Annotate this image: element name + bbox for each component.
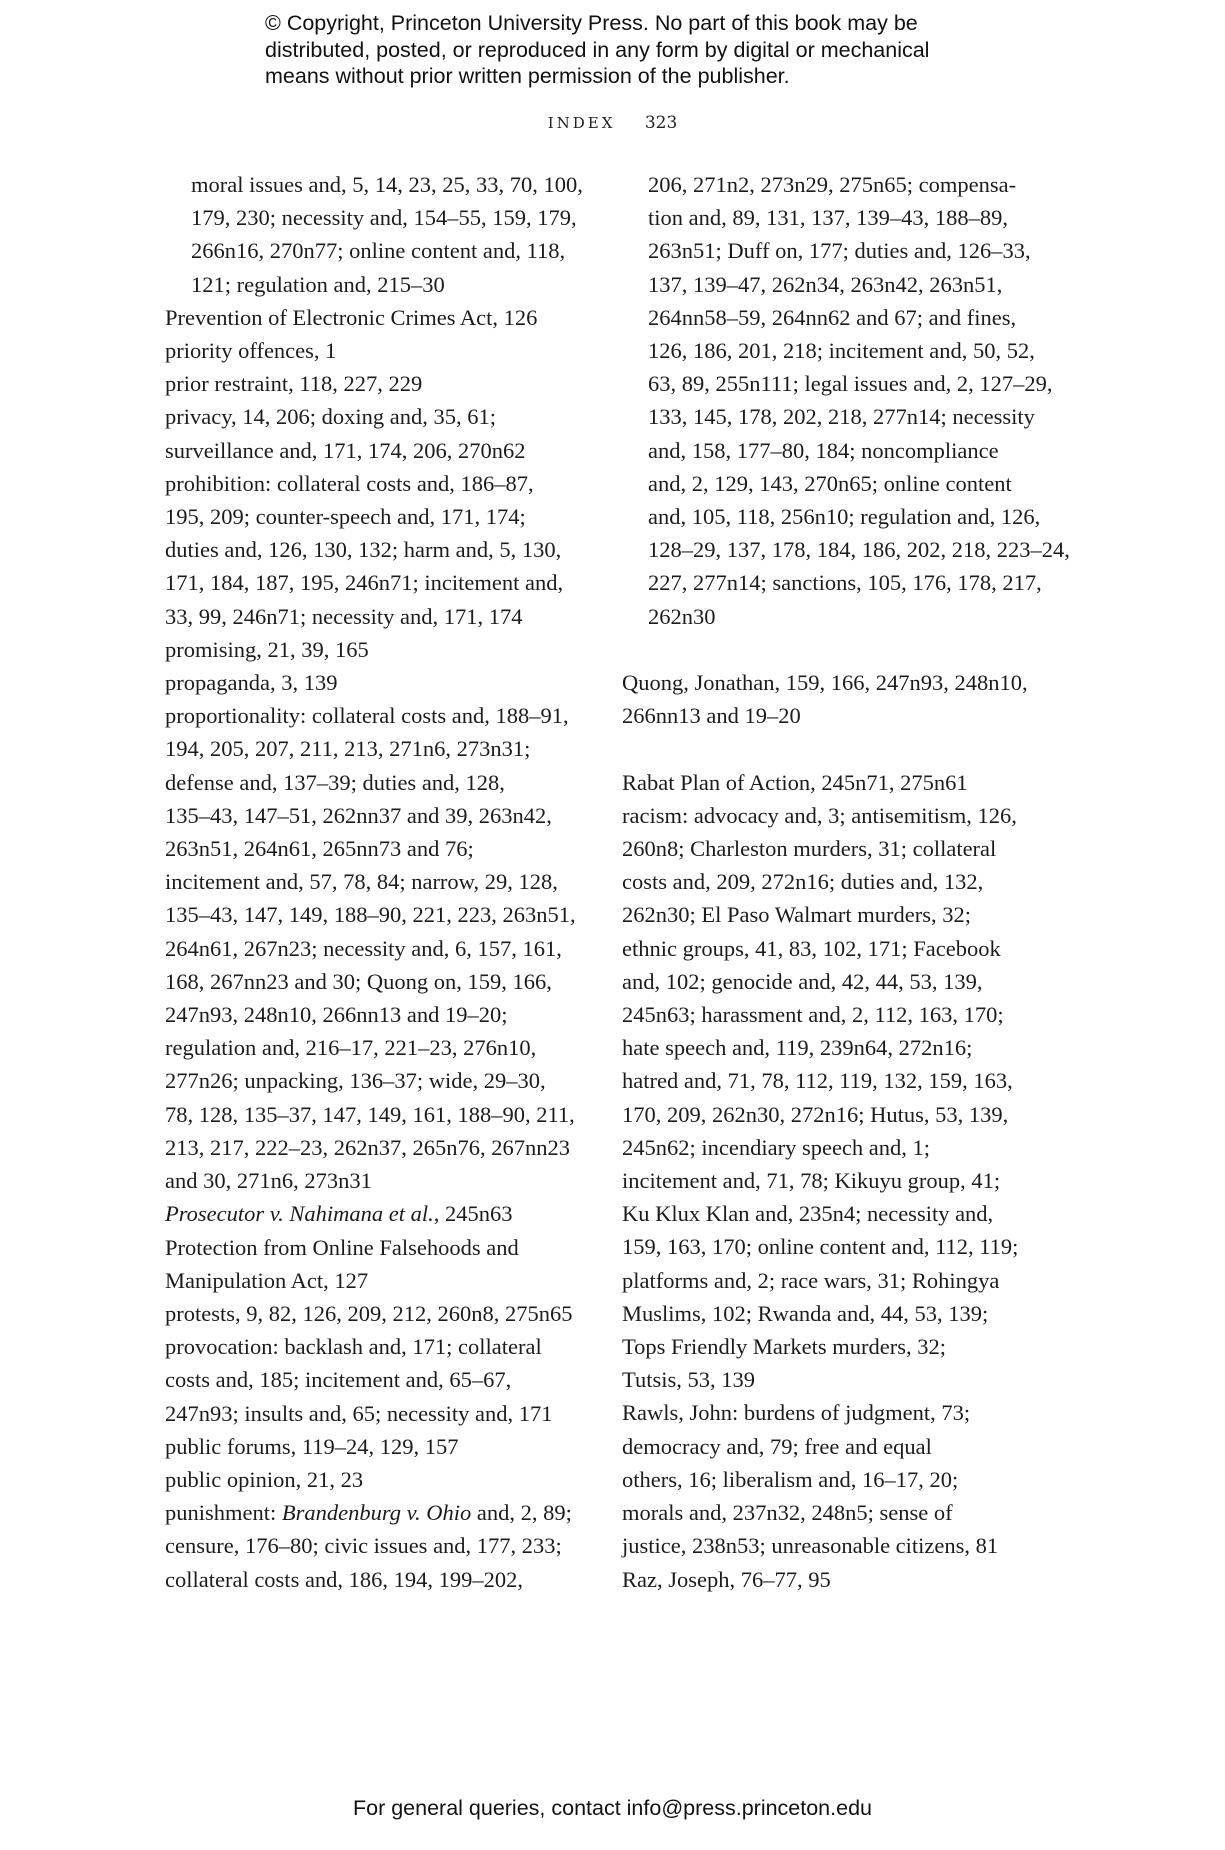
line-text: 63, 89, 255n111; legal issues and, 2, 127–29, (648, 371, 1053, 397)
line-text: Tutsis, 53, 139 (622, 1367, 755, 1393)
line-text: 264n61, 267n23; necessity and, 6, 157, 161, (165, 935, 562, 961)
line-text: 245n62; incendiary speech and, 1; (622, 1134, 931, 1160)
case-title: Prosecutor v. Nahimana et al. (165, 1201, 434, 1227)
line-text: ethnic groups, 41, 83, 102, 171; Facebook (622, 935, 1001, 961)
index-entry-line (622, 1131, 1062, 1164)
index-entry-line (165, 1031, 595, 1064)
line-text: 33, 99, 246n71; necessity and, 171, 174 (165, 603, 523, 629)
line-text: Prevention of Electronic Crimes Act, 126 (165, 304, 538, 330)
index-entry (165, 400, 595, 466)
line-text: public forums, 119–24, 129, 157 (165, 1433, 459, 1459)
entry-head: punishment: (165, 1500, 282, 1526)
index-entry-line (622, 1064, 1062, 1097)
index-entry-line (165, 898, 595, 931)
index-entry-line (622, 1031, 1062, 1064)
index-entry (622, 1563, 1062, 1596)
line-text: 206, 271n2, 273n29, 275n65; compensa- (648, 172, 1017, 197)
index-entry-line (622, 832, 1062, 865)
index-entry (165, 1430, 595, 1463)
index-entry-line (622, 865, 1062, 898)
index-entry-line (648, 533, 1070, 566)
index-entry-line (622, 998, 1062, 1031)
index-entry (165, 1197, 595, 1230)
line-text: regulation and, 216–17, 221–23, 276n10, (165, 1035, 537, 1061)
line-text: 135–43, 147, 149, 188–90, 221, 223, 263n51, (165, 902, 576, 928)
index-entry-line (165, 865, 595, 898)
line-text: 266n16, 270n77; online content and, 118, (191, 238, 566, 264)
index-entry-line (622, 965, 1062, 998)
line-text: 195, 209; counter-speech and, 171, 174; (165, 504, 526, 530)
line-text: public opinion, 21, 23 (165, 1466, 364, 1492)
index-entry-line (648, 367, 1062, 400)
line-text: and, 2, 89; (471, 1500, 572, 1526)
case-title: Brandenburg v. Ohio (281, 1500, 472, 1526)
index-entry-line (165, 633, 595, 666)
index-entry-line (622, 1164, 1062, 1197)
index-entry-line (165, 434, 595, 467)
index-entry-line (165, 732, 595, 765)
index-entry-line (165, 998, 595, 1031)
line-text: Protection from Online Falsehoods and (165, 1234, 519, 1260)
line-text: 179, 230; necessity and, 154–55, 159, 179, (191, 205, 577, 231)
index-entry (622, 1396, 1062, 1562)
index-entry-line (648, 268, 1062, 301)
line-text: 245n63; harassment and, 2, 112, 163, 170; (622, 1002, 1004, 1028)
line-text: duties and, 126, 130, 132; harm and, 5, 130, (165, 537, 562, 563)
line-text: 227, 277n14; sanctions, 105, 176, 178, 217, (648, 570, 1042, 596)
index-entry-line (622, 1396, 1062, 1429)
line-text: 194, 205, 207, 211, 213, 271n6, 273n31; (165, 736, 531, 762)
line-text: and, 158, 177–80, 184; noncompliance (648, 437, 999, 463)
copyright-line: © Copyright, Princeton University Press. No part of this book may be (265, 11, 918, 35)
index-entry (622, 666, 1062, 732)
index-entry (165, 1330, 595, 1430)
line-text: 277n26; unpacking, 136–37; wide, 29–30, (165, 1068, 546, 1094)
index-entry-line (622, 1363, 1062, 1396)
line-text: hate speech and, 119, 239n64, 272n16; (622, 1035, 973, 1061)
line-text: Rawls, John: burdens of judgment, 73; (622, 1400, 971, 1426)
index-entry (165, 467, 595, 633)
index-entry-line (622, 1463, 1062, 1496)
index-entry-line (191, 201, 595, 234)
line-text: Manipulation Act, 127 (165, 1267, 369, 1293)
index-entry-line (191, 234, 595, 267)
index-entry-line (165, 1098, 595, 1131)
index-entry-line (165, 1563, 595, 1596)
line-text: proportionality: collateral costs and, 188–91, (165, 703, 569, 729)
index-entry (622, 799, 1062, 1397)
index-entry-line (622, 666, 1062, 699)
line-text: 264nn58–59, 264nn62 and 67; and fines, (648, 304, 1017, 330)
index-entry-line (648, 301, 1062, 334)
line-text: Muslims, 102; Rwanda and, 44, 53, 139; (622, 1300, 989, 1326)
line-text: prohibition: collateral costs and, 186–87, (165, 470, 534, 496)
index-entry (165, 367, 595, 400)
index-entry-line (165, 799, 595, 832)
line-text: costs and, 185; incitement and, 65–67, (165, 1367, 512, 1393)
index-entry-line (622, 1563, 1062, 1596)
index-entry-line (648, 400, 1062, 433)
line-text: Rabat Plan of Action, 245n71, 275n61 (622, 769, 968, 795)
line-text: 135–43, 147–51, 262nn37 and 39, 263n42, (165, 802, 552, 828)
line-text: platforms and, 2; race wars, 31; Rohingya (622, 1267, 1000, 1293)
index-entry-line (165, 932, 595, 965)
index-entry (165, 334, 595, 367)
line-text: 126, 186, 201, 218; incitement and, 50, 52, (648, 338, 1035, 364)
entry-gap (622, 633, 1062, 666)
index-entry-line (165, 301, 595, 334)
line-text: 171, 184, 187, 195, 246n71; incitement and, (165, 570, 564, 596)
line-text: promising, 21, 39, 165 (165, 636, 369, 662)
index-entry-line (622, 766, 1062, 799)
index-entry-line (165, 1297, 595, 1330)
index-entry-line (165, 832, 595, 865)
line-text: 128–29, 137, 178, 184, 186, 202, 218, 223–24, (648, 537, 1070, 563)
index-entry-line (165, 1430, 595, 1463)
line-text: and, 102; genocide and, 42, 44, 53, 139, (622, 968, 983, 994)
line-text: 247n93, 248n10, 266nn13 and 19–20; (165, 1002, 508, 1028)
line-text: 266nn13 and 19–20 (622, 703, 801, 729)
index-entry (622, 766, 1062, 799)
line-text: tion and, 89, 131, 137, 139–43, 188–89, (648, 205, 1008, 231)
line-text: 263n51; Duff on, 177; duties and, 126–33, (648, 238, 1031, 264)
index-entry-line (622, 1197, 1062, 1230)
index-entry-line (622, 1496, 1062, 1529)
index-entry (165, 168, 595, 301)
line-text: Ku Klux Klan and, 235n4; necessity and, (622, 1201, 994, 1227)
line-text: 262n30 (648, 603, 716, 629)
index-entry-line (165, 566, 595, 599)
line-text: 260n8; Charleston murders, 31; collateral (622, 836, 997, 862)
index-entry-line (165, 334, 595, 367)
index-entry (165, 1231, 595, 1297)
index-entry-line (165, 766, 595, 799)
index-entry-line (648, 467, 1062, 500)
index-entry-line (165, 533, 595, 566)
index-entry-line (165, 1264, 595, 1297)
index-entry (165, 699, 595, 1197)
index-entry-line (622, 1098, 1062, 1131)
index-entry-line (165, 965, 595, 998)
index-entry-line (165, 666, 595, 699)
line-text: justice, 238n53; unreasonable citizens, 81 (622, 1533, 999, 1559)
line-text: prior restraint, 118, 227, 229 (165, 371, 423, 397)
line-text: racism: advocacy and, 3; antisemitism, 126, (622, 802, 1017, 828)
index-entry-line (622, 1297, 1062, 1330)
index-entry-line (648, 600, 1062, 633)
index-entry-line (165, 367, 595, 400)
running-head-label: INDEX (547, 114, 616, 132)
line-text: collateral costs and, 186, 194, 199–202, (165, 1566, 524, 1592)
index-entry-line (622, 1230, 1062, 1263)
index-entry-line (648, 234, 1062, 267)
index-entry-line (165, 600, 595, 633)
line-text: 137, 139–47, 262n34, 263n42, 263n51, (648, 271, 1003, 297)
line-text: surveillance and, 171, 174, 206, 270n62 (165, 437, 526, 463)
line-text: Tops Friendly Markets murders, 32; (622, 1334, 947, 1360)
index-entry (622, 168, 1070, 633)
index-entry-line (648, 566, 1062, 599)
index-entry-line (648, 201, 1062, 234)
index-entry-line (648, 500, 1062, 533)
line-text: 213, 217, 222–23, 262n37, 265n76, 267nn23 (165, 1134, 570, 1160)
index-entry-line (165, 1363, 595, 1396)
index-entry-line (165, 1064, 595, 1097)
line-text: morals and, 237n32, 248n5; sense of (622, 1500, 953, 1526)
line-text: and, 105, 118, 256n10; regulation and, 126, (648, 504, 1041, 530)
index-entry-line (165, 400, 595, 433)
line-text: 168, 267nn23 and 30; Quong on, 159, 166, (165, 968, 552, 994)
index-entry-line (622, 1330, 1062, 1363)
copyright-line: distributed, posted, or reproduced in any form by digital or mechanical (265, 37, 930, 62)
index-entry-line (648, 434, 1062, 467)
line-text: 170, 209, 262n30, 272n16; Hutus, 53, 139, (622, 1101, 1009, 1127)
line-text: protests, 9, 82, 126, 209, 212, 260n8, 275n65 (165, 1300, 573, 1326)
index-entry-line (165, 1496, 595, 1529)
line-text: Raz, Joseph, 76–77, 95 (622, 1566, 831, 1592)
index-entry-line (191, 168, 595, 201)
index-column-left (165, 168, 595, 1596)
index-entry (165, 633, 595, 666)
line-text: privacy, 14, 206; doxing and, 35, 61; (165, 404, 496, 430)
running-head (0, 113, 1225, 133)
index-entry-line (165, 1529, 595, 1562)
index-entry-line (622, 898, 1062, 931)
index-entry-line (165, 1330, 595, 1363)
line-text: propaganda, 3, 139 (165, 670, 338, 696)
index-entry-line (165, 1463, 595, 1496)
index-entry-line (165, 1197, 595, 1230)
line-text: 78, 128, 135–37, 147, 149, 161, 188–90, 211, (165, 1101, 575, 1127)
index-entry-line (165, 1397, 595, 1430)
page-number: 323 (644, 113, 678, 133)
line-text: 262n30; El Paso Walmart murders, 32; (622, 902, 971, 928)
line-text: 133, 145, 178, 202, 218, 277n14; necessity (648, 404, 1035, 430)
index-entry (165, 1297, 595, 1330)
index-entry-line (622, 1430, 1062, 1463)
copyright-line: means without prior written permission of the publisher. (265, 64, 790, 88)
line-text: censure, 176–80; civic issues and, 177, 233; (165, 1533, 562, 1559)
index-entry-line (622, 799, 1062, 832)
line-text: 263n51, 264n61, 265nn73 and 76; (165, 836, 474, 862)
index-entry-line (165, 500, 595, 533)
line-text: priority offences, 1 (165, 338, 337, 364)
line-text: 121; regulation and, 215–30 (191, 271, 445, 297)
line-text: provocation: backlash and, 171; collateral (165, 1334, 542, 1360)
index-entry (165, 1496, 595, 1596)
entry-gap (622, 732, 1062, 765)
line-text: Quong, Jonathan, 159, 166, 247n93, 248n10, (622, 670, 1028, 696)
index-entry-line (622, 1529, 1062, 1562)
index-entry-line (165, 1231, 595, 1264)
line-text: incitement and, 71, 78; Kikuyu group, 41; (622, 1168, 1001, 1194)
index-entry-line (648, 168, 1062, 201)
index-entry-line (165, 1164, 595, 1197)
index-entry-line (165, 1131, 595, 1164)
index-entry-line (622, 699, 1062, 732)
line-text: and 30, 271n6, 273n31 (165, 1168, 372, 1194)
line-text: 159, 163, 170; online content and, 112, 119; (622, 1234, 1019, 1260)
index-entry (165, 666, 595, 699)
copyright-notice (265, 10, 985, 90)
index-entry (165, 1463, 595, 1496)
footer-contact: For general queries, contact info@press.princeton.edu (352, 1796, 872, 1820)
line-text: democracy and, 79; free and equal (622, 1433, 932, 1459)
line-text: moral issues and, 5, 14, 23, 25, 33, 70, 100, (191, 172, 583, 197)
line-text: defense and, 137–39; duties and, 128, (165, 769, 505, 795)
line-text: others, 16; liberalism and, 16–17, 20; (622, 1466, 959, 1492)
index-entry-line (622, 1264, 1062, 1297)
line-text: incitement and, 57, 78, 84; narrow, 29, 128, (165, 869, 558, 895)
line-text: hatred and, 71, 78, 112, 119, 132, 159, 163, (622, 1068, 1013, 1094)
index-entry-line (191, 268, 595, 301)
line-text: 247n93; insults and, 65; necessity and, 171 (165, 1400, 553, 1426)
index-column-right (622, 168, 1070, 1596)
line-text: costs and, 209, 272n16; duties and, 132, (622, 869, 984, 895)
index-entry-line (648, 334, 1062, 367)
line-text: and, 2, 129, 143, 270n65; online content (648, 470, 1012, 496)
line-text: , 245n63 (433, 1201, 513, 1227)
index-entry-line (165, 467, 595, 500)
index-entry (165, 301, 595, 334)
index-entry-line (622, 932, 1062, 965)
index-entry-line (165, 699, 595, 732)
